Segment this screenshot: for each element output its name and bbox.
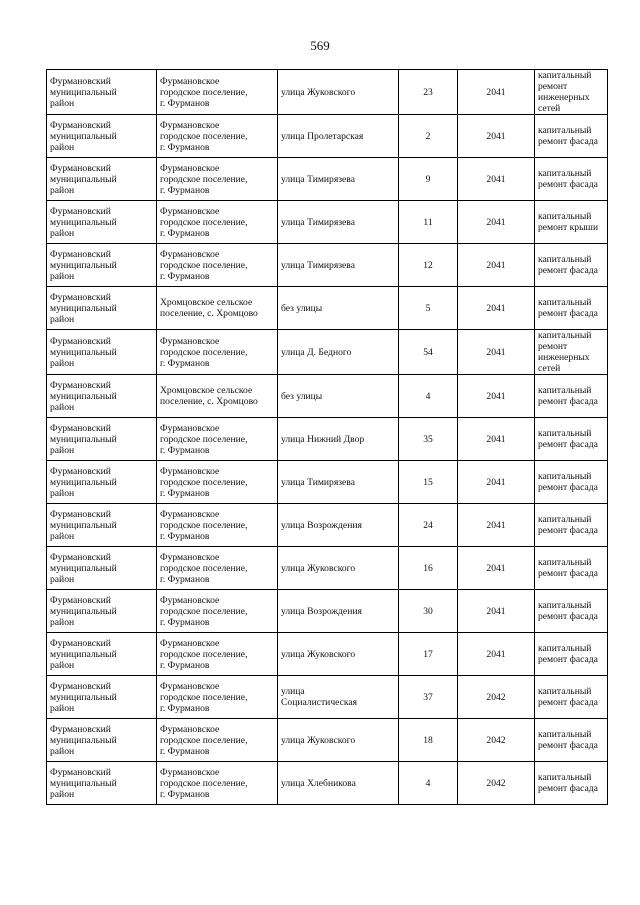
settlement-cell <box>157 504 278 547</box>
district-line: муниципальный <box>50 216 117 228</box>
table-row <box>47 633 608 676</box>
work-type-line: ремонт <box>538 341 568 352</box>
district-line: район <box>50 616 75 628</box>
house-number-cell: 5 <box>399 287 458 330</box>
work-type-line: инженерных <box>538 92 590 103</box>
district-line: Фурмановский <box>50 379 111 391</box>
district-cell <box>47 70 157 115</box>
district-line: муниципальный <box>50 130 117 142</box>
district-cell <box>47 244 157 287</box>
street-line: Социалистическая <box>281 697 358 708</box>
settlement-line: г. Фурманов <box>160 184 210 196</box>
settlement-line: городское поселение, <box>160 216 248 228</box>
table-row <box>47 676 608 719</box>
settlement-line: г. Фурманов <box>160 702 210 714</box>
district-line: район <box>50 313 75 325</box>
work-type-line: ремонт фасада <box>538 783 598 794</box>
house-number-cell: 11 <box>399 201 458 244</box>
work-type-line: ремонт фасада <box>538 308 598 319</box>
settlement-cell <box>157 375 278 418</box>
settlement-line: городское поселение, <box>160 476 248 488</box>
street-cell <box>278 762 399 805</box>
settlement-line: Фурмановское <box>160 508 220 520</box>
street-line: улица Возрождения <box>281 519 362 531</box>
work-type-line: сетей <box>538 363 561 374</box>
district-line: район <box>50 573 75 585</box>
district-line: муниципальный <box>50 476 117 488</box>
district-line: Фурмановский <box>50 422 111 434</box>
street-cell <box>278 70 399 115</box>
district-cell <box>47 115 157 158</box>
settlement-line: городское поселение, <box>160 433 248 445</box>
work-type-line: ремонт фасада <box>538 179 598 190</box>
year-cell: 2041 <box>458 70 535 115</box>
settlement-line: Фурмановское <box>160 594 220 606</box>
work-type-line: капитальный <box>538 686 592 697</box>
settlement-line: Фурмановское <box>160 465 220 477</box>
house-number-cell: 12 <box>399 244 458 287</box>
district-line: Фурмановский <box>50 551 111 563</box>
settlement-line: Фурмановское <box>160 723 220 735</box>
work-type-cell <box>535 762 608 805</box>
district-line: Фурмановский <box>50 248 111 260</box>
settlement-line: г. Фурманов <box>160 141 210 153</box>
table-row <box>47 504 608 547</box>
work-type-line: ремонт фасада <box>538 611 598 622</box>
work-type-line: капитальный <box>538 385 592 396</box>
street-cell <box>278 719 399 762</box>
street-line: улица Возрождения <box>281 605 362 617</box>
house-number-cell: 2 <box>399 115 458 158</box>
settlement-line: г. Фурманов <box>160 788 210 800</box>
district-line: муниципальный <box>50 346 117 358</box>
settlement-line: Фурмановское <box>160 422 220 434</box>
district-line: район <box>50 702 75 714</box>
work-type-line: капитальный <box>538 557 592 568</box>
district-line: район <box>50 357 75 369</box>
district-cell <box>47 590 157 633</box>
house-number-cell: 23 <box>399 70 458 115</box>
settlement-line: городское поселение, <box>160 605 248 617</box>
street-line: улица Тимирязева <box>281 259 355 271</box>
house-number-cell: 24 <box>399 504 458 547</box>
settlement-line: г. Фурманов <box>160 616 210 628</box>
work-type-line: капитальный <box>538 643 592 654</box>
street-cell <box>278 330 399 375</box>
street-line: улица Нижний Двор <box>281 433 365 445</box>
table-body <box>47 70 608 805</box>
year-cell: 2041 <box>458 287 535 330</box>
table-row <box>47 418 608 461</box>
district-line: муниципальный <box>50 605 117 617</box>
street-line: улица Пролетарская <box>281 130 364 142</box>
street-line: улица Тимирязева <box>281 476 355 488</box>
year-cell: 2041 <box>458 158 535 201</box>
settlement-line: поселение, с. Хромцово <box>160 396 258 407</box>
district-line: Фурмановский <box>50 637 111 649</box>
house-number-cell: 15 <box>399 461 458 504</box>
street-cell <box>278 375 399 418</box>
settlement-line: Фурмановское <box>160 205 220 217</box>
settlement-line: Фурмановское <box>160 119 220 131</box>
work-type-line: ремонт фасада <box>538 439 598 450</box>
work-type-line: сетей <box>538 103 561 114</box>
house-number-cell: 4 <box>399 375 458 418</box>
street-line: улица Тимирязева <box>281 173 355 185</box>
district-cell <box>47 418 157 461</box>
settlement-line: Хромцовское сельское <box>160 385 253 396</box>
settlement-line: Фурмановское <box>160 248 220 260</box>
street-line: улица Жуковского <box>281 86 356 98</box>
settlement-line: городское поселение, <box>160 173 248 185</box>
year-cell: 2041 <box>458 418 535 461</box>
street-cell <box>278 461 399 504</box>
settlement-line: г. Фурманов <box>160 487 210 499</box>
district-cell <box>47 547 157 590</box>
settlement-cell <box>157 762 278 805</box>
year-cell: 2041 <box>458 461 535 504</box>
house-number-cell: 4 <box>399 762 458 805</box>
settlement-line: городское поселение, <box>160 691 248 703</box>
settlement-line: Фурмановское <box>160 680 220 692</box>
work-type-cell <box>535 590 608 633</box>
settlement-line: городское поселение, <box>160 86 248 98</box>
settlement-line: г. Фурманов <box>160 227 210 239</box>
district-line: муниципальный <box>50 390 117 402</box>
district-line: Фурмановский <box>50 680 111 692</box>
work-type-line: капитальный <box>538 772 592 783</box>
work-type-line: ремонт фасада <box>538 740 598 751</box>
district-line: район <box>50 745 75 757</box>
street-line: улица Хлебникова <box>281 777 356 789</box>
district-line: район <box>50 444 75 456</box>
year-cell: 2041 <box>458 547 535 590</box>
year-cell: 2041 <box>458 244 535 287</box>
work-type-line: капитальный <box>538 514 592 525</box>
work-type-cell <box>535 547 608 590</box>
work-type-cell <box>535 504 608 547</box>
table-row <box>47 590 608 633</box>
settlement-line: городское поселение, <box>160 519 248 531</box>
district-line: муниципальный <box>50 259 117 271</box>
settlement-line: Хромцовское сельское <box>160 297 253 308</box>
district-line: Фурмановский <box>50 205 111 217</box>
year-cell: 2042 <box>458 719 535 762</box>
district-line: район <box>50 184 75 196</box>
house-number-cell: 30 <box>399 590 458 633</box>
settlement-line: городское поселение, <box>160 130 248 142</box>
settlement-line: г. Фурманов <box>160 357 210 369</box>
district-cell <box>47 633 157 676</box>
settlement-line: г. Фурманов <box>160 659 210 671</box>
district-line: Фурмановский <box>50 594 111 606</box>
district-line: район <box>50 227 75 239</box>
district-line: муниципальный <box>50 691 117 703</box>
street-cell <box>278 590 399 633</box>
settlement-cell <box>157 244 278 287</box>
district-line: Фурмановский <box>50 723 111 735</box>
settlement-line: городское поселение, <box>160 562 248 574</box>
street-line: без улицы <box>281 302 323 314</box>
district-cell <box>47 158 157 201</box>
work-type-line: капитальный <box>538 330 592 341</box>
district-line: район <box>50 530 75 542</box>
street-line: улица Жуковского <box>281 562 356 574</box>
settlement-cell <box>157 676 278 719</box>
work-type-cell <box>535 633 608 676</box>
district-line: Фурмановский <box>50 766 111 778</box>
work-type-cell <box>535 719 608 762</box>
district-line: муниципальный <box>50 433 117 445</box>
street-cell <box>278 158 399 201</box>
district-cell <box>47 719 157 762</box>
settlement-cell <box>157 719 278 762</box>
work-type-line: капитальный <box>538 471 592 482</box>
table-row <box>47 547 608 590</box>
district-line: район <box>50 401 75 413</box>
work-type-cell <box>535 201 608 244</box>
year-cell: 2042 <box>458 676 535 719</box>
settlement-line: городское поселение, <box>160 777 248 789</box>
district-line: Фурмановский <box>50 75 111 87</box>
settlement-line: городское поселение, <box>160 648 248 660</box>
settlement-line: г. Фурманов <box>160 270 210 282</box>
work-type-line: ремонт фасада <box>538 396 598 407</box>
settlement-cell <box>157 418 278 461</box>
year-cell: 2041 <box>458 330 535 375</box>
table-row <box>47 70 608 115</box>
settlement-line: городское поселение, <box>160 734 248 746</box>
settlement-line: Фурмановское <box>160 335 220 347</box>
district-cell <box>47 330 157 375</box>
settlement-cell <box>157 70 278 115</box>
work-type-cell <box>535 461 608 504</box>
work-type-line: ремонт фасада <box>538 482 598 493</box>
work-type-line: ремонт крыши <box>538 222 599 233</box>
district-line: район <box>50 487 75 499</box>
district-line: район <box>50 270 75 282</box>
work-type-line: капитальный <box>538 211 592 222</box>
house-number-cell: 18 <box>399 719 458 762</box>
work-type-cell <box>535 244 608 287</box>
settlement-line: г. Фурманов <box>160 745 210 757</box>
district-line: район <box>50 788 75 800</box>
table-row <box>47 158 608 201</box>
work-type-line: ремонт фасада <box>538 654 598 665</box>
street-cell <box>278 244 399 287</box>
district-line: муниципальный <box>50 519 117 531</box>
work-type-line: капитальный <box>538 428 592 439</box>
settlement-line: городское поселение, <box>160 259 248 271</box>
settlement-cell <box>157 633 278 676</box>
house-number-cell: 16 <box>399 547 458 590</box>
district-cell <box>47 676 157 719</box>
street-cell <box>278 287 399 330</box>
district-cell <box>47 287 157 330</box>
work-type-line: ремонт фасада <box>538 525 598 536</box>
settlement-line: Фурмановское <box>160 637 220 649</box>
work-type-line: капитальный <box>538 297 592 308</box>
work-type-line: ремонт фасада <box>538 265 598 276</box>
house-number-cell: 17 <box>399 633 458 676</box>
district-line: район <box>50 659 75 671</box>
work-type-cell <box>535 287 608 330</box>
table-row <box>47 115 608 158</box>
work-type-cell <box>535 676 608 719</box>
settlement-line: Фурмановское <box>160 162 220 174</box>
street-cell <box>278 418 399 461</box>
house-number-cell: 35 <box>399 418 458 461</box>
district-line: Фурмановский <box>50 291 111 303</box>
district-line: муниципальный <box>50 173 117 185</box>
street-cell <box>278 115 399 158</box>
settlement-cell <box>157 330 278 375</box>
street-cell <box>278 504 399 547</box>
street-line: без улицы <box>281 390 323 402</box>
table-row <box>47 201 608 244</box>
year-cell: 2042 <box>458 762 535 805</box>
district-line: Фурмановский <box>50 162 111 174</box>
work-type-line: капитальный <box>538 254 592 265</box>
table-row <box>47 719 608 762</box>
work-type-line: капитальный <box>538 168 592 179</box>
district-line: муниципальный <box>50 302 117 314</box>
street-line: улица Тимирязева <box>281 216 355 228</box>
settlement-line: г. Фурманов <box>160 444 210 456</box>
work-type-line: ремонт фасада <box>538 136 598 147</box>
house-number-cell: 37 <box>399 676 458 719</box>
district-line: муниципальный <box>50 734 117 746</box>
work-type-line: ремонт фасада <box>538 568 598 579</box>
settlement-line: поселение, с. Хромцово <box>160 308 258 319</box>
table-row <box>47 762 608 805</box>
table-row <box>47 330 608 375</box>
street-line: улица Жуковского <box>281 648 356 660</box>
work-type-line: инженерных <box>538 352 590 363</box>
district-line: муниципальный <box>50 86 117 98</box>
work-type-cell <box>535 330 608 375</box>
table-row <box>47 375 608 418</box>
district-line: район <box>50 141 75 153</box>
street-line: улица Жуковского <box>281 734 356 746</box>
street-cell <box>278 547 399 590</box>
table-row <box>47 461 608 504</box>
settlement-line: г. Фурманов <box>160 573 210 585</box>
district-line: Фурмановский <box>50 508 111 520</box>
street-line: улица Д. Бедного <box>281 346 352 358</box>
work-type-cell <box>535 70 608 115</box>
street-cell <box>278 633 399 676</box>
settlement-cell <box>157 115 278 158</box>
year-cell: 2041 <box>458 115 535 158</box>
year-cell: 2041 <box>458 504 535 547</box>
settlement-cell <box>157 461 278 504</box>
work-type-line: ремонт фасада <box>538 697 598 708</box>
settlement-line: Фурмановское <box>160 75 220 87</box>
work-type-cell <box>535 418 608 461</box>
settlement-cell <box>157 590 278 633</box>
district-line: муниципальный <box>50 777 117 789</box>
district-line: Фурмановский <box>50 465 111 477</box>
district-line: Фурмановский <box>50 335 111 347</box>
settlement-line: Фурмановское <box>160 766 220 778</box>
district-cell <box>47 461 157 504</box>
settlement-line: Фурмановское <box>160 551 220 563</box>
house-number-cell: 9 <box>399 158 458 201</box>
district-cell <box>47 375 157 418</box>
settlement-cell <box>157 547 278 590</box>
street-cell <box>278 676 399 719</box>
table-row <box>47 287 608 330</box>
settlement-cell <box>157 287 278 330</box>
work-type-line: ремонт <box>538 81 568 92</box>
year-cell: 2041 <box>458 633 535 676</box>
settlement-cell <box>157 158 278 201</box>
district-cell <box>47 201 157 244</box>
year-cell: 2041 <box>458 201 535 244</box>
work-type-cell <box>535 115 608 158</box>
work-type-line: капитальный <box>538 729 592 740</box>
repair-schedule-table <box>46 69 608 805</box>
table-row <box>47 244 608 287</box>
district-line: район <box>50 97 75 109</box>
work-type-cell <box>535 375 608 418</box>
district-line: муниципальный <box>50 648 117 660</box>
district-line: муниципальный <box>50 562 117 574</box>
page-number: 569 <box>310 38 330 53</box>
street-cell <box>278 201 399 244</box>
settlement-line: г. Фурманов <box>160 530 210 542</box>
year-cell: 2041 <box>458 375 535 418</box>
district-cell <box>47 762 157 805</box>
work-type-line: капитальный <box>538 600 592 611</box>
district-line: Фурмановский <box>50 119 111 131</box>
street-line: улица <box>281 686 305 697</box>
settlement-line: г. Фурманов <box>160 97 210 109</box>
district-cell <box>47 504 157 547</box>
work-type-line: капитальный <box>538 70 592 81</box>
house-number-cell: 54 <box>399 330 458 375</box>
year-cell: 2041 <box>458 590 535 633</box>
settlement-cell <box>157 201 278 244</box>
work-type-cell <box>535 158 608 201</box>
work-type-line: капитальный <box>538 125 592 136</box>
settlement-line: городское поселение, <box>160 346 248 358</box>
